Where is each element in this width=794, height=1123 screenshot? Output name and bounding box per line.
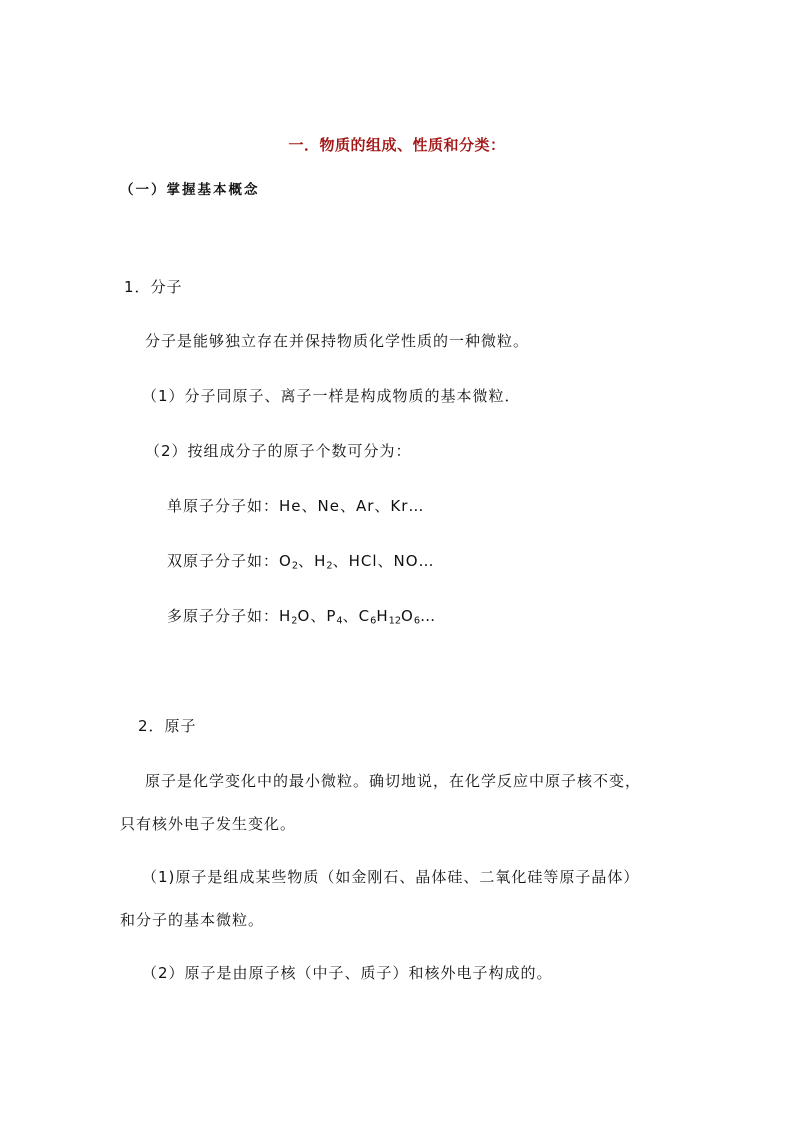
atom-point-2: （2）原子是由原子核（中子、质子）和核外电子构成的。 xyxy=(142,964,553,982)
monatomic-label: 单原子分子如： xyxy=(167,497,280,515)
molecule-heading: 1．分子 xyxy=(124,278,183,296)
atom-point-1-line-2: 和分子的基本微粒。 xyxy=(120,911,265,929)
molecule-point-2: （2）按组成分子的原子个数可分为： xyxy=(145,442,412,460)
polyatomic-examples: 多原子分子如：$H_2O$、$P_4$、$C_6H_{12}O_6\dots$ xyxy=(167,607,437,627)
atom-definition-line-1: 原子是化学变化中的最小微粒。确切地说，在化学反应中原子核不变， xyxy=(145,772,642,790)
atom-heading: 2．原子 xyxy=(138,717,197,735)
monatomic-list: He、Ne、Ar、Kr… xyxy=(279,497,425,515)
diatomic-label: 双原子分子如： xyxy=(167,552,280,570)
document-title: 一．物质的组成、性质和分类： xyxy=(288,136,506,154)
molecule-point-1: （1）分子同原子、离子一样是构成物质的基本微粒． xyxy=(142,387,521,405)
polyatomic-label: 多原子分子如： xyxy=(167,607,280,625)
atom-definition-line-2: 只有核外电子发生变化。 xyxy=(120,815,297,833)
diatomic-examples: 双原子分子如：$O_2$、$H_2$、HCl、NO… xyxy=(167,552,435,572)
monatomic-examples xyxy=(167,495,424,516)
section-heading: （一）掌握基本概念 xyxy=(120,182,260,198)
molecule-definition: 分子是能够独立存在并保持物质化学性质的一种微粒。 xyxy=(145,332,530,350)
atom-point-1-line-1: （1)原子是组成某些物质（如金刚石、晶体硅、二氧化硅等原子晶体） xyxy=(142,868,640,886)
